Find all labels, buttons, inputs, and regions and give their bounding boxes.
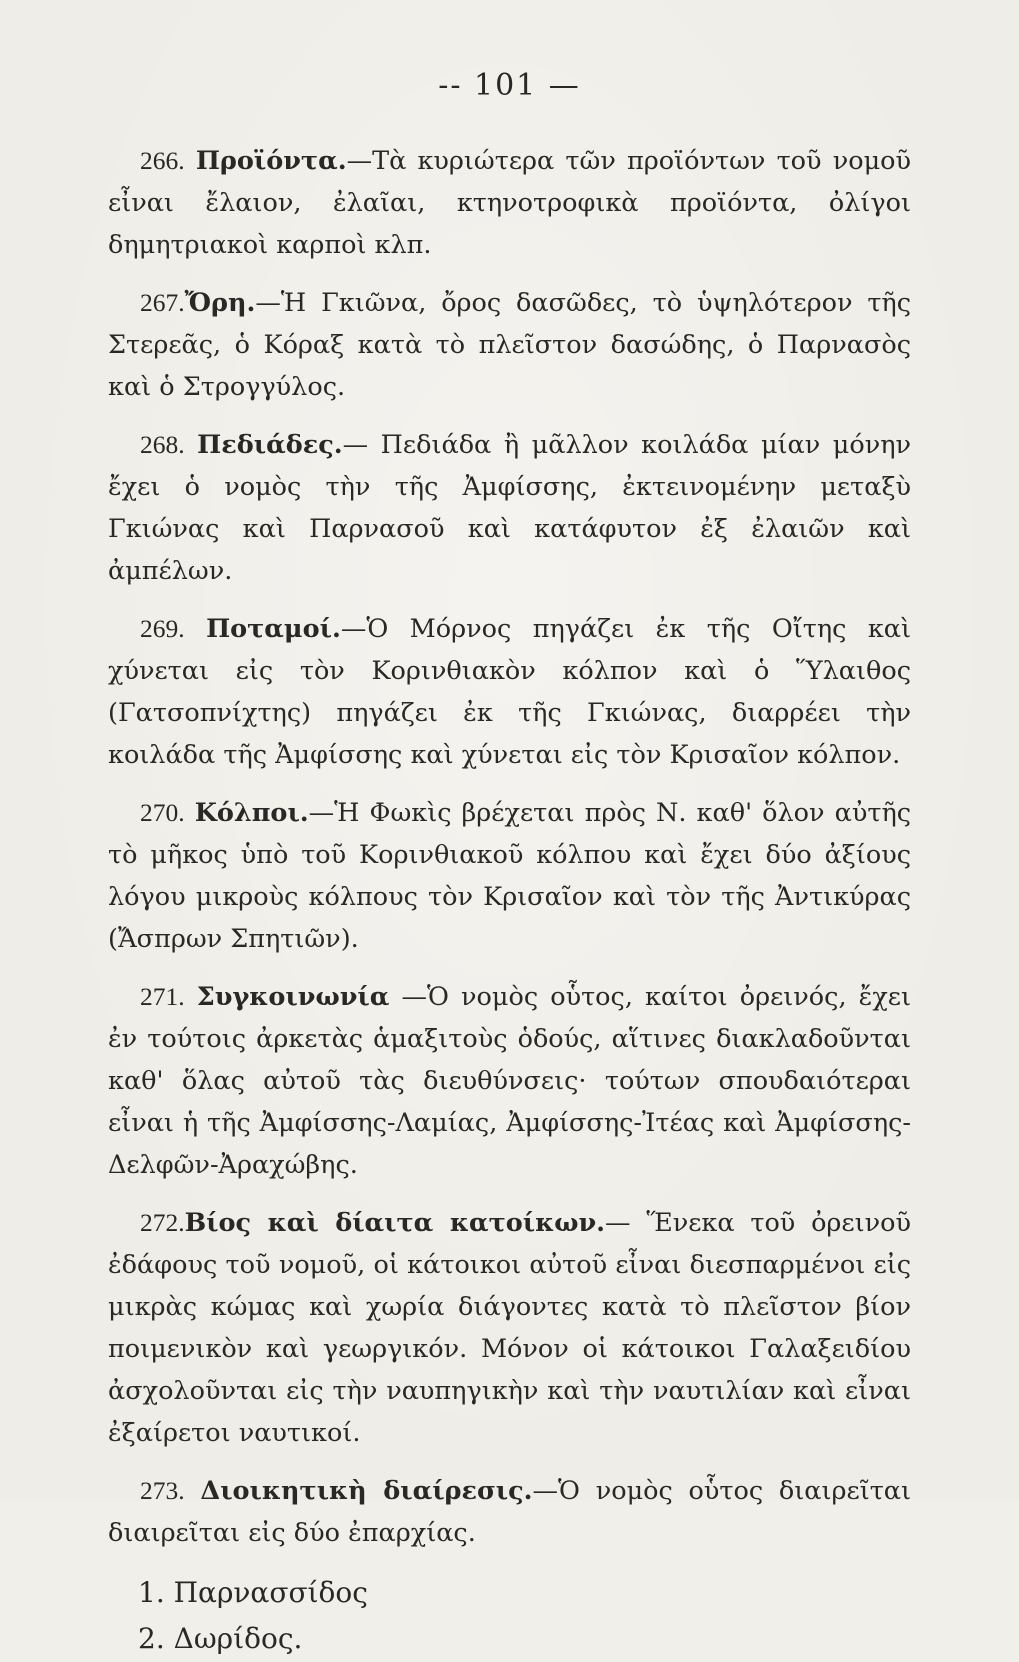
paragraph-269 — [108, 608, 911, 776]
paragraph-heading: Βίος καὶ δίαιτα κατοίκων. — [184, 1208, 606, 1238]
body-text — [108, 140, 911, 1662]
paragraph-heading: Ποταμοί. — [206, 614, 341, 644]
paragraph-text: —Ἡ Γκιῶνα, ὄρος δασῶδες, τὸ ὑψηλότερον τῆς Στερεᾶς, ὁ Κόραξ κατὰ τὸ πλεῖστον δασώδης, ὁ Παρνασὸς καὶ ὁ Στρογγύλος. — [108, 288, 911, 402]
paragraph-heading: Ὄρη. — [184, 288, 256, 318]
paragraph-number: 271. — [140, 982, 185, 1011]
paragraph-number: 266. — [140, 146, 185, 175]
paragraph-266 — [108, 140, 911, 266]
page-number: -- 101 — — [438, 68, 581, 103]
paragraph-heading: Κόλποι. — [194, 798, 309, 828]
paragraph-number: 267. — [140, 288, 185, 317]
paragraph-text: —Τὰ κυριώτερα τῶν προϊόντων τοῦ νομοῦ εἶναι ἔλαιον, ἐλαῖαι, κτηνοτροφικὰ προϊόντα, ὀλίγοι δημητριακοὶ καρποὶ κλπ. — [108, 146, 912, 260]
paragraph-text: —Ὁ Μόρνος πηγάζει ἐκ τῆς Οἴτης καὶ χύνεται εἰς τὸν Κορινθιακὸν κόλπον καὶ ὁ Ὕλαιθος (Γατσοπνίχτης) πηγάζει ἐκ τῆς Γκιώνας, διαρρέει τὴν κοιλάδα τῆς Ἀμφίσσης καὶ χύνεται εἰς τὸν Κρισαῖον κόλπον. — [108, 614, 911, 770]
paragraph-number: 268. — [140, 430, 185, 459]
paragraph-number: 272. — [140, 1208, 185, 1237]
paragraph-heading: Πεδιάδες. — [197, 430, 343, 460]
paragraph-text: —Ὁ νομὸς οὗτος διαιρεῖται διαιρεῖται εἰς δύο ἐπαρχίας. — [108, 1476, 912, 1548]
list-item: 2. Δωρίδος. — [138, 1622, 303, 1655]
paragraph-text: —Ὁ νομὸς οὗτος, καίτοι ὀρεινός, ἔχει ἐν τούτοις ἀρκετὰς ἁμαξιτοὺς ὁδούς, αἵτινες διακλαδοῦνται καθ' ὅλας αὐτοῦ τὰς διευθύνσεις· τούτων σπουδαιότεραι εἶναι ἡ τῆς Ἀμφίσσης-Λαμίας, Ἀμφίσσης-Ἰτέας καὶ Ἀμφίσσης-Δελφῶν-Ἀραχώβης. — [108, 982, 912, 1180]
paragraph-heading: Συγκοινωνία — [196, 982, 390, 1012]
list-item: 1. Παρνασσίδος — [138, 1576, 368, 1609]
paragraph-273 — [108, 1470, 911, 1554]
province-list — [108, 1570, 911, 1662]
paragraph-heading: Διοικητικὴ διαίρεσις. — [200, 1476, 533, 1506]
paragraph-267 — [108, 282, 911, 408]
paragraph-number: 273. — [140, 1476, 185, 1505]
paragraph-272 — [108, 1202, 911, 1454]
paragraph-number: 269. — [140, 614, 185, 643]
paragraph-text: — Ἕνεκα τοῦ ὀρεινοῦ ἐδάφους τοῦ νομοῦ, οἱ κάτοικοι αὐτοῦ εἶναι διεσπαρμένοι εἰς μικρὰς κώμας καὶ χωρία διάγοντες κατὰ τὸ πλεῖστον βίον ποιμενικὸν καὶ γεωργικόν. Μόνον οἱ κάτοικοι Γαλαξειδίου ἀσχολοῦνται εἰς τὴν ναυπηγικὴν καὶ τὴν ναυτιλίαν καὶ εἶναι ἐξαίρετοι ναυτικοί. — [108, 1208, 911, 1448]
paragraph-text: — Πεδιάδα ἢ μᾶλλον κοιλάδα μίαν μόνην ἔχει ὁ νομὸς τὴν τῆς Ἀμφίσσης, ἐκτεινομένην μεταξὺ Γκιώνας καὶ Παρνασοῦ καὶ κατάφυτον ἐξ ἐλαιῶν καὶ ἀμπέλων. — [108, 430, 911, 586]
paragraph-number: 270. — [140, 798, 185, 827]
paragraph-270 — [108, 792, 911, 960]
paragraph-271 — [108, 976, 911, 1186]
paragraph-heading: Προϊόντα. — [195, 146, 347, 176]
paragraph-268 — [108, 424, 911, 592]
paragraph-text: —Ἡ Φωκὶς βρέχεται πρὸς Ν. καθ' ὅλον αὐτῆς τὸ μῆκος ὑπὸ τοῦ Κορινθιακοῦ κόλπου καὶ ἔχει δύο ἀξίους λόγου μικροὺς κόλπους τὸν Κρισαῖον καὶ τὸν τῆς Ἀντικύρας (Ἄσπρων Σπητιῶν). — [108, 798, 912, 954]
